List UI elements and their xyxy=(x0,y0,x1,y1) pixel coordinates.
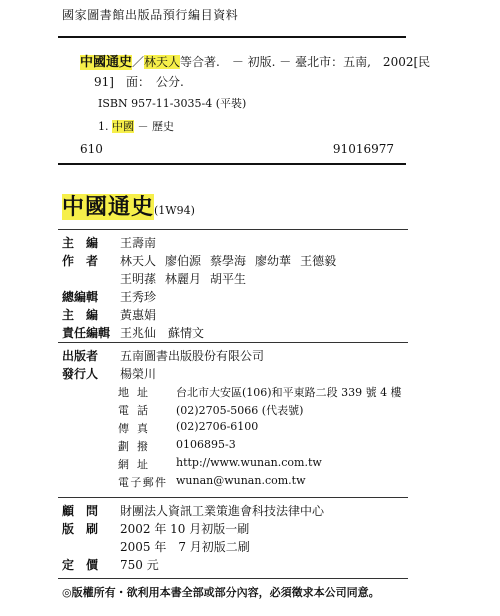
credit-value: 黃惠娟 xyxy=(120,308,157,322)
cip-box xyxy=(58,36,431,165)
cip-title-line xyxy=(80,51,430,70)
cip-isbn: ISBN 957-11-3035-4 (平裝) xyxy=(98,97,247,110)
author-name: 王德毅 xyxy=(300,254,337,268)
copyright-notice: ◎版權所有・欲利用本書全部或部分內容，必須徵求本公司同意。 xyxy=(62,586,380,599)
divider-top xyxy=(58,229,408,230)
credit-label: 作 者 xyxy=(62,254,99,268)
credit-names xyxy=(120,270,255,287)
cip-book-title: 中國通史 xyxy=(80,55,133,70)
detail-key: 傳真 xyxy=(118,422,148,435)
detail-value: (02)2705-5066 (代表號) xyxy=(176,404,304,417)
issuer-value: 楊榮川 xyxy=(120,367,157,381)
cip-subject-rest: － 歷史 xyxy=(134,120,174,133)
cip-subject-number: 1. xyxy=(98,120,109,133)
cip-class-number: 610 xyxy=(80,142,103,156)
detail-key: 電子郵件 xyxy=(118,476,166,489)
author-name: 廖伯源 xyxy=(165,254,202,268)
credit-label: 總編輯 xyxy=(62,290,99,304)
detail-value: wunan@wunan.com.tw xyxy=(176,474,306,487)
author-name: 林天人 xyxy=(120,254,157,268)
credit-label: 主 編 xyxy=(62,308,99,322)
cip-heading: 國家圖書館出版品預行編目資料 xyxy=(62,8,239,22)
detail-key: 地址 xyxy=(118,386,148,399)
cip-publication: 等合著. － 初版. － 臺北市：五南, 2002[民 xyxy=(180,55,431,69)
divider-lower xyxy=(58,497,408,498)
credit-value: 王兆仙 蘇情文 xyxy=(120,326,205,340)
author-name: 廖幼華 xyxy=(255,254,292,268)
cip-subject-highlight: 中國 xyxy=(112,120,134,133)
cip-author: 林天人 xyxy=(144,55,181,69)
credit-label: 主 編 xyxy=(62,236,99,250)
detail-value: 0106895-3 xyxy=(176,438,236,451)
cip-slash: ／ xyxy=(132,55,145,69)
book-code: (1W94) xyxy=(154,204,195,217)
issuer-label: 發行人 xyxy=(62,367,99,381)
credit-value: 王壽南 xyxy=(120,236,157,250)
edition-label: 版 刷 xyxy=(62,522,99,536)
author-name: 胡平生 xyxy=(210,272,247,286)
cip-record-number: 91016977 xyxy=(332,142,394,156)
author-name: 林麗月 xyxy=(165,272,202,286)
credit-names xyxy=(120,252,345,269)
credit-value: 王秀珍 xyxy=(120,290,157,304)
detail-value: 台北市大安區(106)和平東路二段 339 號 4 樓 xyxy=(176,386,402,399)
book-title-row xyxy=(62,190,195,221)
divider-bottom xyxy=(58,578,408,579)
detail-key: 電話 xyxy=(118,404,148,417)
author-name: 王明蓀 xyxy=(120,272,157,286)
detail-key: 劃撥 xyxy=(118,440,148,453)
detail-key: 網址 xyxy=(118,458,148,471)
price-value: 750 元 xyxy=(120,558,159,572)
author-name: 蔡學海 xyxy=(210,254,247,268)
book-title: 中國通史 xyxy=(62,194,155,220)
cip-subject xyxy=(98,118,174,134)
credit-label: 責任編輯 xyxy=(62,326,111,340)
detail-value: http://www.wunan.com.tw xyxy=(176,456,322,469)
advisor-label: 顧 問 xyxy=(62,504,99,518)
edition-value: 2005 年 7 月初版二刷 xyxy=(120,540,250,554)
price-label: 定 價 xyxy=(62,558,99,572)
detail-value: (02)2706-6100 xyxy=(176,420,259,433)
edition-value: 2002 年 10 月初版一刷 xyxy=(120,522,250,536)
publisher-value: 五南圖書出版股份有限公司 xyxy=(120,349,265,363)
divider-middle xyxy=(58,342,408,343)
advisor-value: 財團法人資訊工業策進會科技法律中心 xyxy=(120,504,325,518)
cip-pagination: 91] 面： 公分. xyxy=(94,75,184,89)
publisher-label: 出版者 xyxy=(62,349,99,363)
